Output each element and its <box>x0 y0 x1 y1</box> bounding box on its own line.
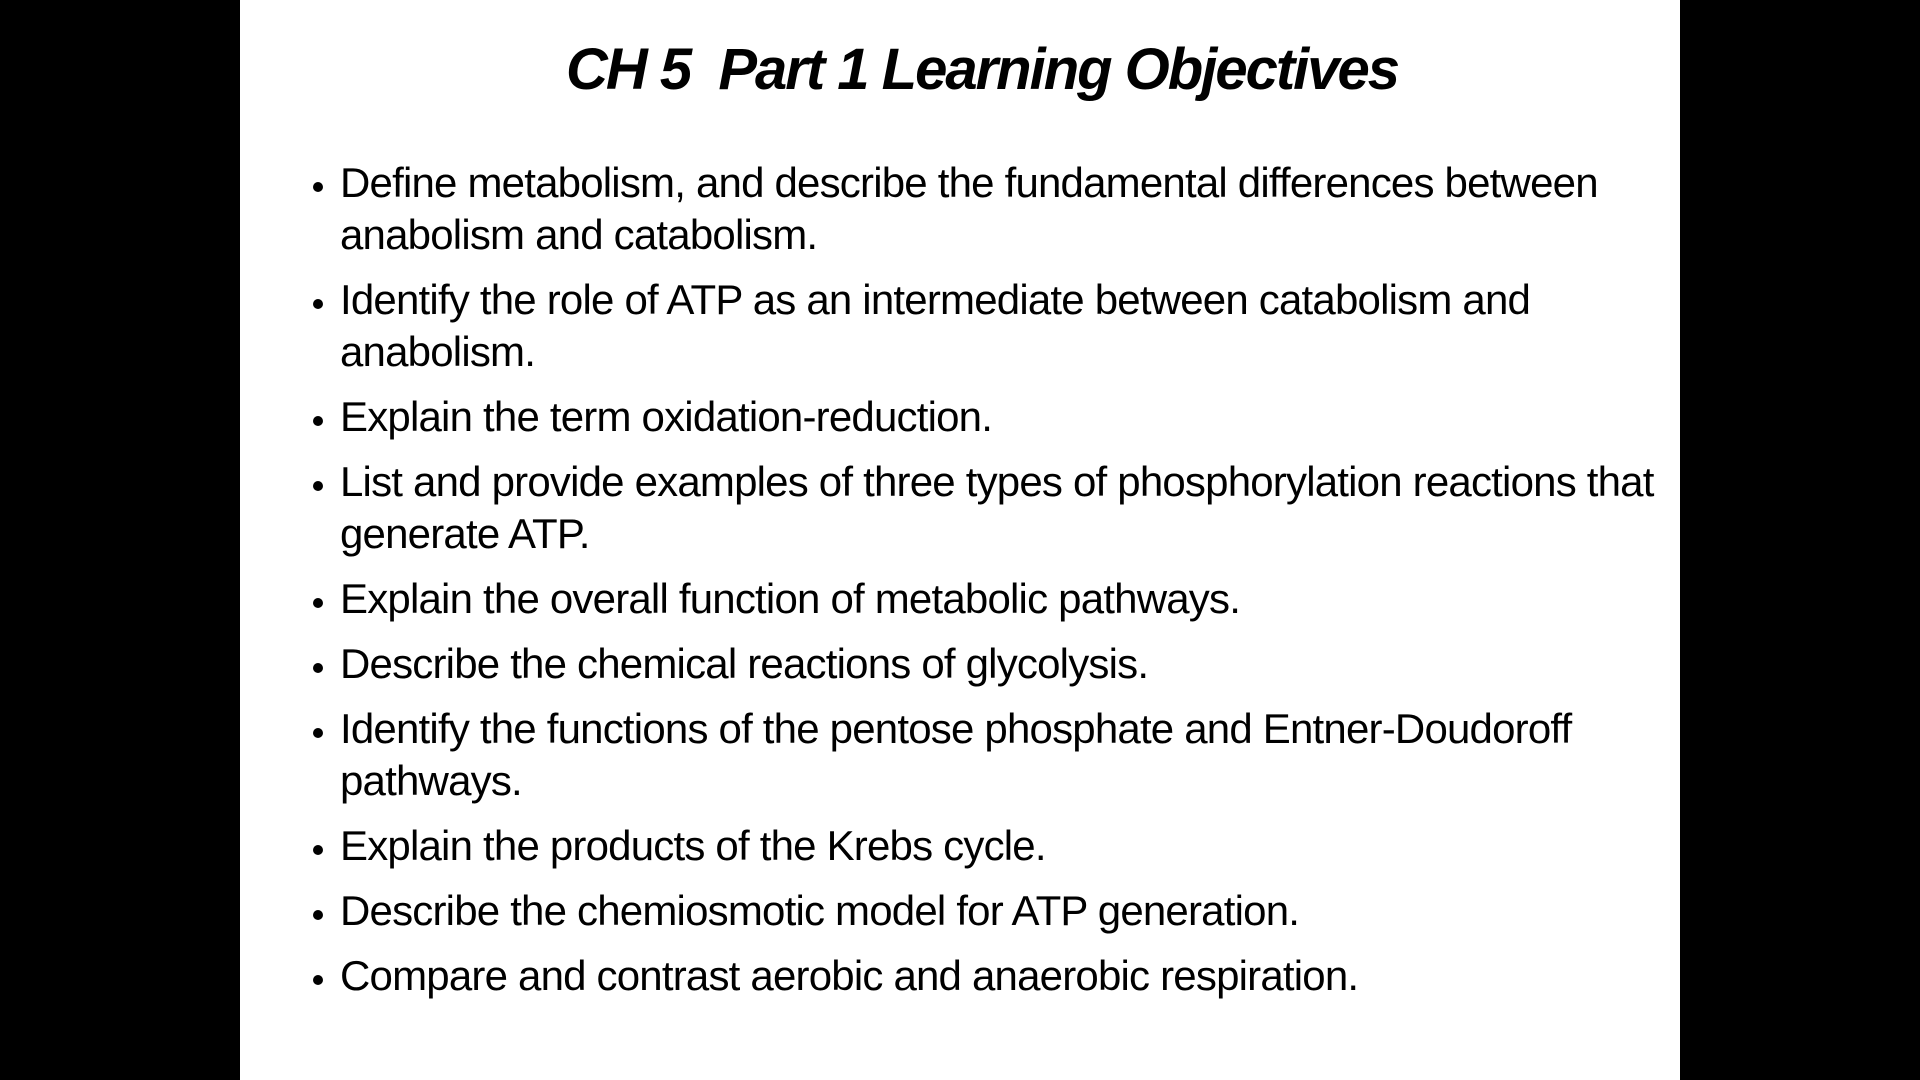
learning-objective-item: • Describe the chemical reactions of glycolysis. <box>340 638 1670 690</box>
learning-objective-item: • Identify the functions of the pentose phosphate and Entner-Doudoroff pathways. <box>340 703 1670 807</box>
learning-objective-item: • Compare and contrast aerobic and anaerobic respiration. <box>340 950 1670 1002</box>
learning-objective-item: • Identify the role of ATP as an intermediate between catabolism and anabolism. <box>340 274 1670 378</box>
learning-objective-item: • Define metabolism, and describe the fundamental differences between anabolism and catabolism. <box>340 157 1670 261</box>
learning-objective-item: • Explain the products of the Krebs cycle. <box>340 820 1670 872</box>
learning-objectives-list <box>240 157 1680 1002</box>
learning-objective-item: • Explain the term oxidation-reduction. <box>340 391 1670 443</box>
slide-title: CH 5 Part 1 Learning Objectives <box>565 37 1399 102</box>
learning-objective-item: • Describe the chemiosmotic model for ATP generation. <box>340 885 1670 937</box>
slide-canvas <box>240 0 1680 1080</box>
learning-objective-item: • Explain the overall function of metabolic pathways. <box>340 573 1670 625</box>
learning-objective-item: • List and provide examples of three types of phosphorylation reactions that generate ATP. <box>340 456 1670 560</box>
